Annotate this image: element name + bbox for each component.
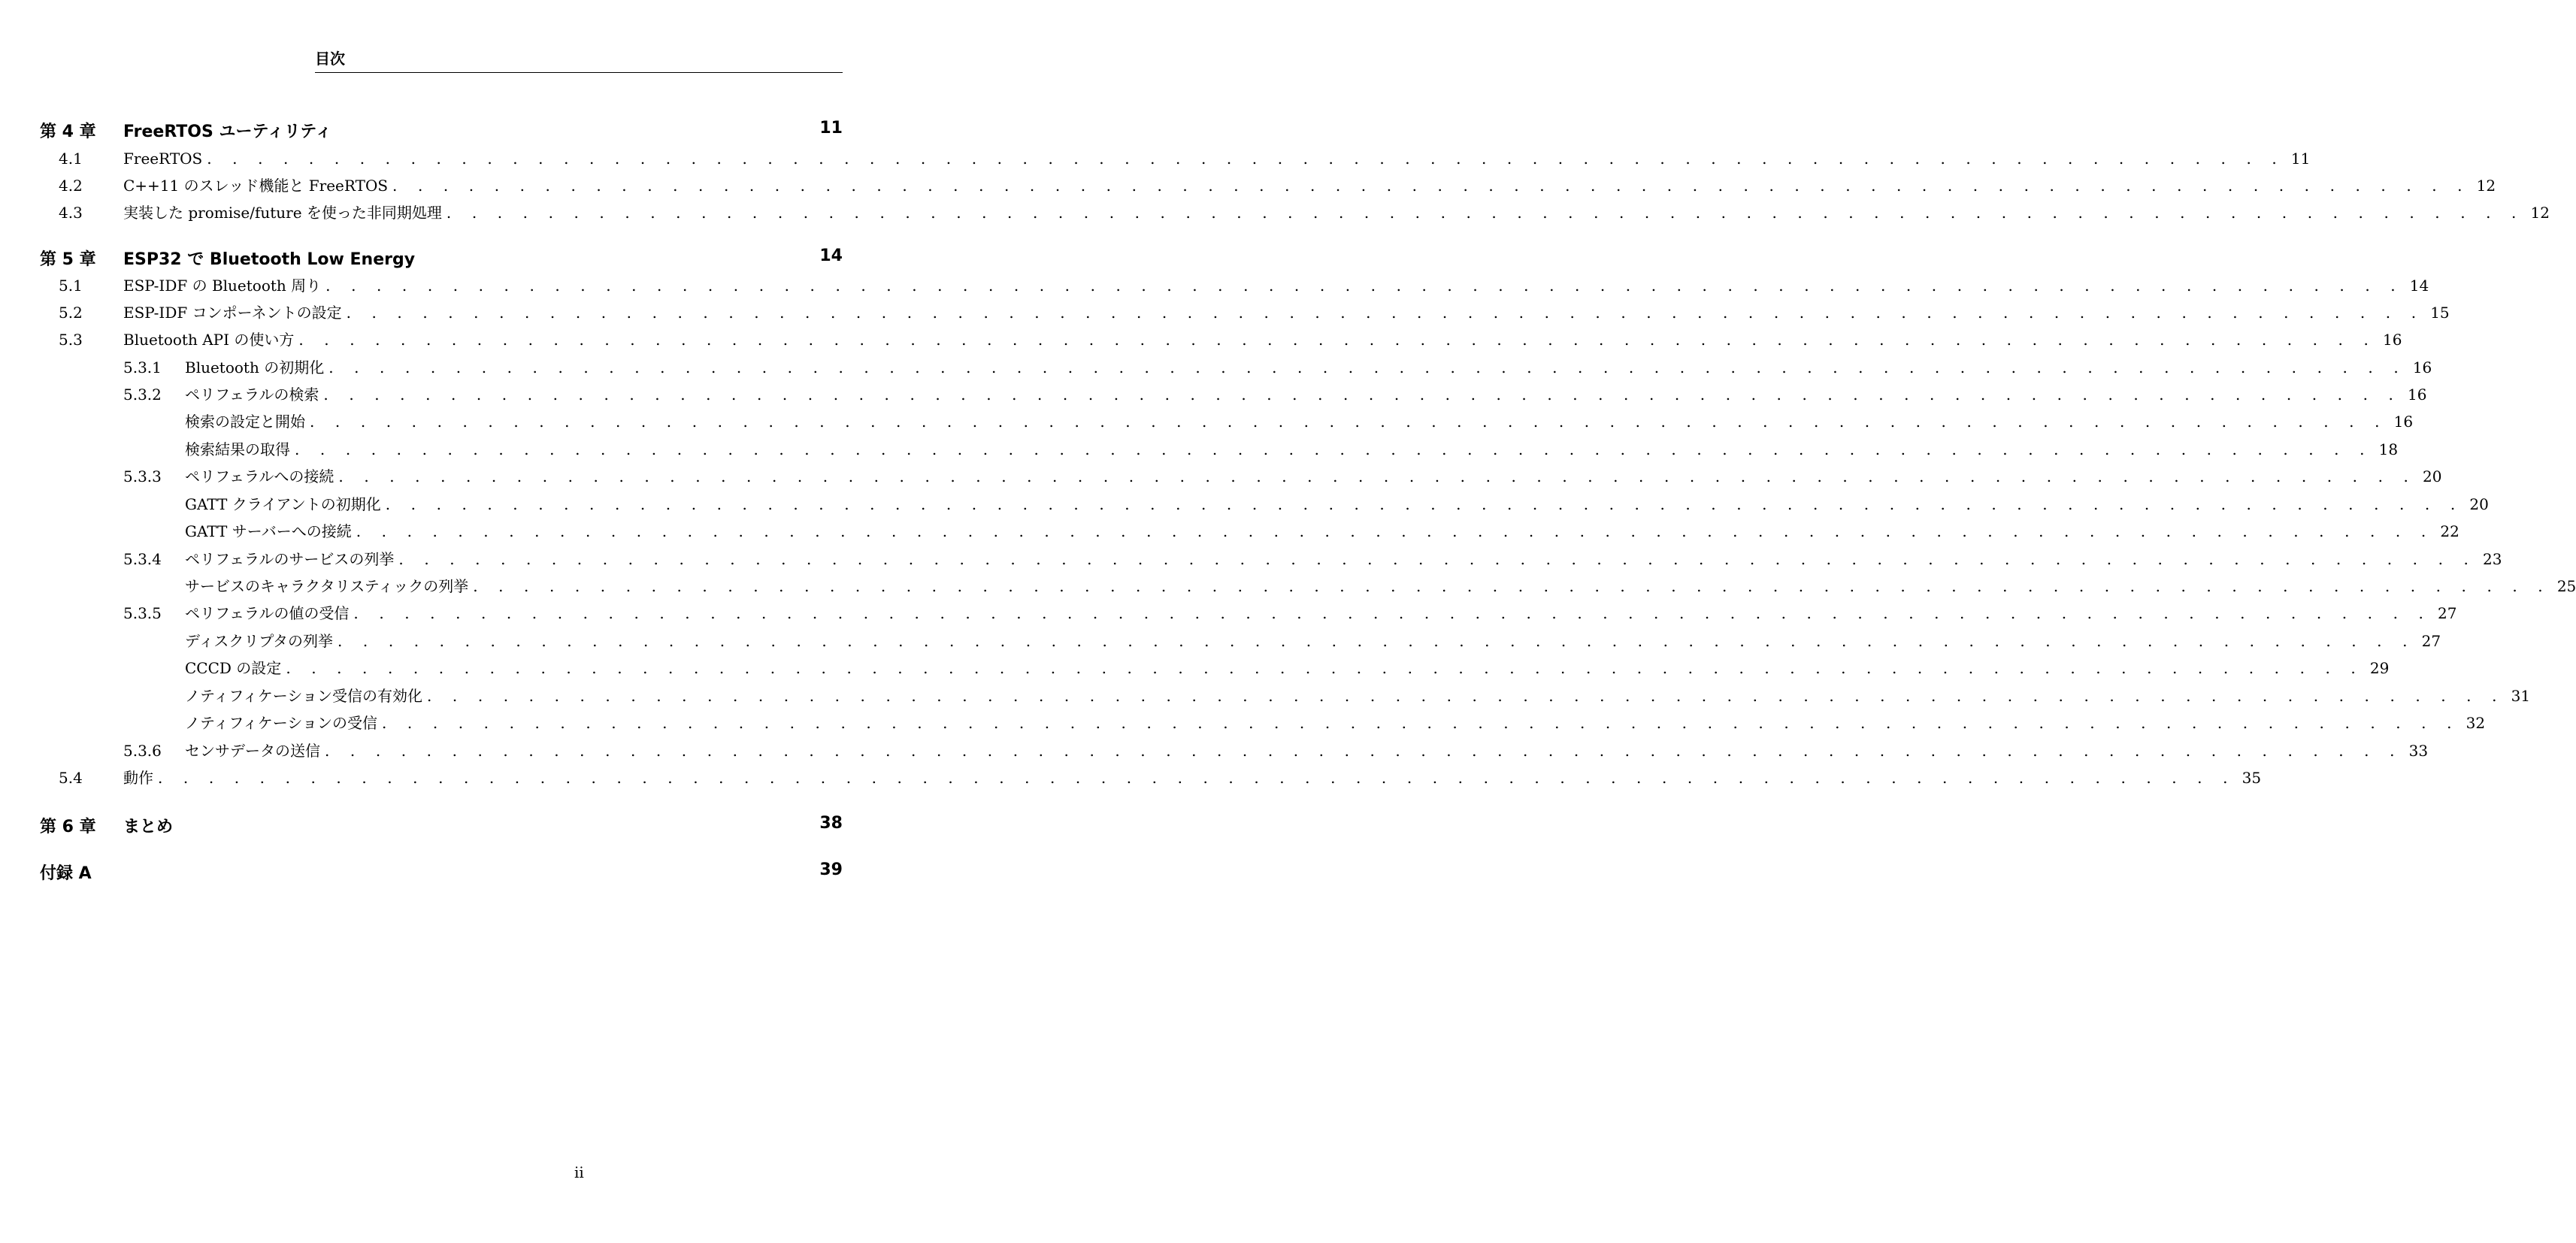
chapter-page: 11 xyxy=(819,119,843,138)
entry-number: 5.3 xyxy=(59,331,83,349)
chapter-number: 第 6 章 xyxy=(40,818,96,836)
toc-entry-4-1[interactable] xyxy=(0,147,2311,170)
toc-appendix-a[interactable] xyxy=(0,860,879,885)
entry-page: 12 xyxy=(2530,204,2550,222)
entry-title: ペリフェラルの値の受信 xyxy=(185,604,350,622)
entry-page: 14 xyxy=(2409,277,2429,295)
entry-number: 5.1 xyxy=(59,277,83,295)
chapter-title: FreeRTOS ユーティリティ xyxy=(123,122,332,141)
entry-title: サービスのキャラクタリスティックの列挙 xyxy=(185,577,469,595)
entry-number: 5.3.2 xyxy=(123,386,162,404)
entry-number: 5.2 xyxy=(59,304,83,322)
running-head xyxy=(315,45,843,73)
entry-page: 15 xyxy=(2430,304,2450,322)
entry-title: GATT サーバーへの接続 xyxy=(185,522,352,540)
entry-title: ディスクリプタの列挙 xyxy=(185,632,333,650)
toc-chapter-4[interactable] xyxy=(0,119,879,143)
dot-leader: . . . . . . . . . . . . . . . . . . . . . . . . . . . . . . . . . . . . . . . . . . . . . . . . . . . . . . . . . . . . . . . . . . . . . . . . . . . . . . . . . . xyxy=(427,687,2505,705)
dot-leader: . . . . . . . . . . . . . . . . . . . . . . . . . . . . . . . . . . . . . . . . . . . . . . . . . . . . . . . . . . . . . . . . . . . . . . . . . . . . . . . . . . xyxy=(338,467,2417,485)
entry-page: 33 xyxy=(2408,742,2429,760)
dot-leader: . . . . . . . . . . . . . . . . . . . . . . . . . . . . . . . . . . . . . . . . . . . . . . . . . . . . . . . . . . . . . . . . . . . . . . . . . . . . . . . . . . xyxy=(298,331,2377,349)
chapter-number: 付録 A xyxy=(40,864,92,883)
entry-page: 29 xyxy=(2369,659,2390,677)
toc-entry-4-3[interactable] xyxy=(0,201,2550,224)
dot-leader: . . . . . . . . . . . . . . . . . . . . . . . . . . . . . . . . . . . . . . . . . . . . . . . . . . . . . . . . . . . . . . . . . . . . . . . . . . . . . . . . . . xyxy=(473,577,2551,595)
entry-number: 4.1 xyxy=(59,150,83,168)
toc-entry-notification-enable[interactable] xyxy=(0,685,2531,707)
dot-leader: . . . . . . . . . . . . . . . . . . . . . . . . . . . . . . . . . . . . . . . . . . . . . . . . . . . . . . . . . . . . . . . . . . . . . . . . . . . . . . . . . . xyxy=(398,550,2477,568)
entry-page: 16 xyxy=(2393,413,2414,431)
dot-leader: . . . . . . . . . . . . . . . . . . . . . . . . . . . . . . . . . . . . . . . . . . . . . . . . . . . . . . . . . . . . . . . . . . . . . . . . . . . . . . . . . . xyxy=(207,150,2285,168)
dot-leader: . . . . . . . . . . . . . . . . . . . . . . . . . . . . . . . . . . . . . . . . . . . . . . . . . . . . . . . . . . . . . . . . . . . . . . . . . . . . . . . . . . xyxy=(392,177,2471,195)
entry-title: CCCD の設定 xyxy=(185,659,282,677)
toc-entry-descriptors[interactable] xyxy=(0,630,2441,652)
chapter-page: 39 xyxy=(819,860,843,879)
entry-title: C++11 のスレッド機能と FreeRTOS xyxy=(123,177,389,195)
chapter-page: 38 xyxy=(819,814,843,833)
toc-entry-5-1[interactable] xyxy=(0,274,2429,297)
entry-title: ペリフェラルのサービスの列挙 xyxy=(185,550,395,568)
entry-title: 実装した promise/future を使った非同期処理 xyxy=(123,204,442,222)
entry-number: 5.3.3 xyxy=(123,467,162,485)
entry-title: Bluetooth API の使い方 xyxy=(123,331,295,349)
toc-entry-4-2[interactable] xyxy=(0,174,2496,197)
entry-title: ノティフィケーション受信の有効化 xyxy=(185,687,422,705)
dot-leader: . . . . . . . . . . . . . . . . . . . . . . . . . . . . . . . . . . . . . . . . . . . . . . . . . . . . . . . . . . . . . . . . . . . . . . . . . . . . . . . . . . xyxy=(286,659,2364,677)
entry-page: 20 xyxy=(2423,467,2442,485)
toc-entry-gatt-server-connect[interactable] xyxy=(0,520,2459,543)
entry-page: 32 xyxy=(2466,714,2486,732)
entry-number: 5.3.5 xyxy=(123,604,162,622)
entry-page: 31 xyxy=(2511,687,2531,705)
chapter-page: 14 xyxy=(819,246,843,265)
toc-entry-5-3-5[interactable] xyxy=(0,602,2457,625)
chapter-title: ESP32 で Bluetooth Low Energy xyxy=(123,250,416,269)
dot-leader: . . . . . . . . . . . . . . . . . . . . . . . . . . . . . . . . . . . . . . . . . . . . . . . . . . . . . . . . . . . . . . . . . . . . . . . . . . . . . . . . . . xyxy=(310,413,2388,431)
toc-entry-5-4[interactable] xyxy=(0,767,2262,789)
entry-number: 4.3 xyxy=(59,204,83,222)
dot-leader: . . . . . . . . . . . . . . . . . . . . . . . . . . . . . . . . . . . . . . . . . . . . . . . . . . . . . . . . . . . . . . . . . . . . . . . . . . . . . . . . . . xyxy=(325,742,2403,760)
entry-page: 27 xyxy=(2438,604,2457,622)
page-number: ii xyxy=(574,1163,584,1181)
entry-number: 5.3.1 xyxy=(123,358,162,377)
running-head-title: 目次 xyxy=(315,50,345,68)
entry-title: ペリフェラルへの接続 xyxy=(185,467,334,485)
entry-title: 検索結果の取得 xyxy=(185,440,290,458)
toc-entry-gatt-client-init[interactable] xyxy=(0,493,2489,516)
entry-title: GATT クライアントの初期化 xyxy=(185,495,381,513)
toc-entry-5-3-2[interactable] xyxy=(0,383,2427,406)
dot-leader: . . . . . . . . . . . . . . . . . . . . . . . . . . . . . . . . . . . . . . . . . . . . . . . . . . . . . . . . . . . . . . . . . . . . . . . . . . . . . . . . . . xyxy=(158,769,2236,787)
toc-entry-5-3[interactable] xyxy=(0,328,2402,351)
dot-leader: . . . . . . . . . . . . . . . . . . . . . . . . . . . . . . . . . . . . . . . . . . . . . . . . . . . . . . . . . . . . . . . . . . . . . . . . . . . . . . . . . . xyxy=(446,204,2524,222)
chapter-number: 第 5 章 xyxy=(40,250,96,269)
toc-entry-5-3-3[interactable] xyxy=(0,465,2442,488)
toc-entry-cccd[interactable] xyxy=(0,657,2390,679)
entry-title: Bluetooth の初期化 xyxy=(185,358,325,377)
dot-leader: . . . . . . . . . . . . . . . . . . . . . . . . . . . . . . . . . . . . . . . . . . . . . . . . . . . . . . . . . . . . . . . . . . . . . . . . . . . . . . . . . . xyxy=(338,632,2416,650)
chapter-number: 第 4 章 xyxy=(40,122,96,141)
entry-page: 11 xyxy=(2290,150,2311,168)
toc-entry-notification-receive[interactable] xyxy=(0,712,2486,734)
dot-leader: . . . . . . . . . . . . . . . . . . . . . . . . . . . . . . . . . . . . . . . . . . . . . . . . . . . . . . . . . . . . . . . . . . . . . . . . . . . . . . . . . . xyxy=(325,277,2404,295)
toc-entry-5-3-1[interactable] xyxy=(0,356,2432,379)
dot-leader: . . . . . . . . . . . . . . . . . . . . . . . . . . . . . . . . . . . . . . . . . . . . . . . . . . . . . . . . . . . . . . . . . . . . . . . . . . . . . . . . . . xyxy=(382,714,2460,732)
chapter-title: まとめ xyxy=(123,818,174,836)
entry-page: 23 xyxy=(2483,550,2502,568)
entry-title: ESP-IDF コンポーネントの設定 xyxy=(123,304,342,322)
entry-number: 4.2 xyxy=(59,177,83,195)
entry-title: FreeRTOS xyxy=(123,150,203,168)
dot-leader: . . . . . . . . . . . . . . . . . . . . . . . . . . . . . . . . . . . . . . . . . . . . . . . . . . . . . . . . . . . . . . . . . . . . . . . . . . . . . . . . . . xyxy=(295,440,2373,458)
entry-page: 27 xyxy=(2421,632,2441,650)
entry-page: 22 xyxy=(2440,522,2459,540)
entry-title: センサデータの送信 xyxy=(185,742,320,760)
dot-leader: . . . . . . . . . . . . . . . . . . . . . . . . . . . . . . . . . . . . . . . . . . . . . . . . . . . . . . . . . . . . . . . . . . . . . . . . . . . . . . . . . . xyxy=(356,522,2434,540)
entry-title: 動作 xyxy=(123,769,153,787)
toc-chapter-6[interactable] xyxy=(0,814,879,838)
entry-page: 35 xyxy=(2242,769,2262,787)
toc-entry-5-3-6[interactable] xyxy=(0,739,2429,762)
entry-page: 16 xyxy=(2382,331,2402,349)
entry-title: ペリフェラルの検索 xyxy=(185,386,319,404)
toc-entry-characteristics[interactable] xyxy=(0,575,2576,597)
entry-page: 12 xyxy=(2476,177,2496,195)
entry-number: 5.3.6 xyxy=(123,742,162,760)
entry-page: 16 xyxy=(2408,386,2427,404)
entry-page: 25 xyxy=(2556,577,2576,595)
entry-title: ESP-IDF の Bluetooth 周り xyxy=(123,277,322,295)
entry-title: 検索の設定と開始 xyxy=(185,413,305,431)
dot-leader: . . . . . . . . . . . . . . . . . . . . . . . . . . . . . . . . . . . . . . . . . . . . . . . . . . . . . . . . . . . . . . . . . . . . . . . . . . . . . . . . . . xyxy=(328,358,2407,377)
entry-page: 18 xyxy=(2378,440,2399,458)
entry-number: 5.4 xyxy=(59,769,83,787)
toc-entry-search-results[interactable] xyxy=(0,438,2399,461)
dot-leader: . . . . . . . . . . . . . . . . . . . . . . . . . . . . . . . . . . . . . . . . . . . . . . . . . . . . . . . . . . . . . . . . . . . . . . . . . . . . . . . . . . xyxy=(346,304,2424,322)
toc-chapter-5[interactable] xyxy=(0,246,879,271)
entry-title: ノティフィケーションの受信 xyxy=(185,714,377,732)
entry-page: 20 xyxy=(2469,495,2489,513)
toc-entry-5-3-4[interactable] xyxy=(0,548,2502,570)
entry-page: 16 xyxy=(2412,358,2432,377)
dot-leader: . . . . . . . . . . . . . . . . . . . . . . . . . . . . . . . . . . . . . . . . . . . . . . . . . . . . . . . . . . . . . . . . . . . . . . . . . . . . . . . . . . xyxy=(353,604,2432,622)
dot-leader: . . . . . . . . . . . . . . . . . . . . . . . . . . . . . . . . . . . . . . . . . . . . . . . . . . . . . . . . . . . . . . . . . . . . . . . . . . . . . . . . . . xyxy=(385,495,2463,513)
toc-entry-search-setup[interactable] xyxy=(0,410,2414,433)
toc-entry-5-2[interactable] xyxy=(0,301,2450,324)
dot-leader: . . . . . . . . . . . . . . . . . . . . . . . . . . . . . . . . . . . . . . . . . . . . . . . . . . . . . . . . . . . . . . . . . . . . . . . . . . . . . . . . . . xyxy=(323,386,2402,404)
entry-number: 5.3.4 xyxy=(123,550,162,568)
